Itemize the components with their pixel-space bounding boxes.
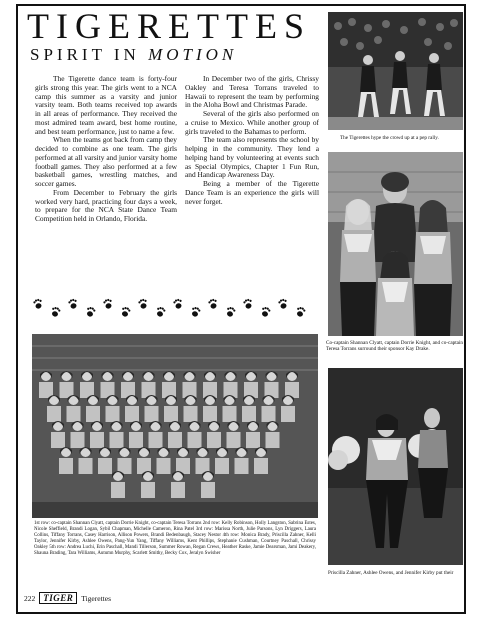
performers-photo bbox=[328, 368, 463, 565]
paw-print-icon bbox=[103, 298, 114, 309]
paw-print-icon bbox=[243, 298, 254, 309]
subtitle-motion: MOTION bbox=[148, 45, 238, 64]
performers-caption: Priscilla Zahner, Ashlee Owens, and Jennifer Kirby put their bbox=[328, 570, 454, 576]
paw-print-border bbox=[30, 296, 315, 320]
yearbook-logo: TIGER bbox=[39, 592, 77, 604]
paw-print-icon bbox=[190, 306, 201, 317]
article-paragraph: The team also represents the school by helping in the community. They lend a helping hand by volunteering at events such as Special Olympics, Chapter 1 Fun Run, and Handicap Awareness Day. bbox=[185, 135, 319, 180]
page-subtitle bbox=[30, 46, 237, 63]
paw-print-icon bbox=[173, 298, 184, 309]
article-paragraph: Being a member of the Tigerette Dance Team is an experience the girls will never forget. bbox=[185, 179, 319, 206]
article-paragraph: When the teams got back from camp they decided to combine as one team. The girls performed at all varsity and junior varsity home football games. They also performed at a few basketball games, wrestling matches, and soccer games. bbox=[35, 135, 177, 188]
paw-print-icon bbox=[33, 298, 44, 309]
paw-print-icon bbox=[138, 298, 149, 309]
group-photo-caption: 1st row: co-captain Shannan Clyatt, captain Dorrie Knight, co-captain Teresa Torrans 2nd row: Kelly Robinson, Holly Langston, Sabrina Estes, Nicole Sheffield, Brandi Logan, Sybil Chapman, Michelle Cameron, Rina Patel 3rd row: Marissa North, Julie Parsons, Lyn Driggers, Laura Collins, Tiffany Torrans, Casey Harrison, Allison Powers, Brandi Bedenbaugh, Stacey Nestor 4th row: Monica Brady, Priscilla Zahner, Kelli Taylor, Jennifer Kirby, Ashlee Owens, Pang-Yun Yang, Tiffany Williams, Kent Phillips, Stephanie Cushman, Courtney Paschall, Chrissy Oakley 5th row: Andrea Luchi, Erin Paschall, Mandi Tillerson, Summer Rowan, Regan Crews, Heather Raske, Jamie Dearsman, Jami Deakery, Shauna Brading, Tara Williams, Autumn Murphy, Scarlett Smithy, Becky Cox, Jeralyn Swisher bbox=[34, 521, 316, 556]
pep-rally-photo bbox=[328, 12, 463, 130]
paw-print-icon bbox=[208, 298, 219, 309]
page-title: TIGERETTES bbox=[27, 6, 311, 46]
captains-photo bbox=[328, 152, 463, 336]
captains-caption: Co-captain Shannan Clyatt, captain Dorrie Knight, and co-captain Teresa Torrans surround their sponsor Kay Drake. bbox=[326, 340, 463, 353]
article-paragraph: Several of the girls also performed on a cruise to Mexico. While another group of girls traveled to the Bahamas to perform. bbox=[185, 109, 319, 136]
paw-print-icon bbox=[120, 306, 131, 317]
paw-print-icon bbox=[50, 306, 61, 317]
paw-print-icon bbox=[278, 298, 289, 309]
paw-print-icon bbox=[260, 306, 271, 317]
paw-print-icon bbox=[68, 298, 79, 309]
pep-rally-caption: The Tigerettes hype the crowd up at a pep rally. bbox=[340, 135, 439, 141]
paw-print-icon bbox=[295, 306, 306, 317]
section-name: Tigerettes bbox=[81, 593, 111, 603]
article-paragraph: In December two of the girls, Chrissy Oakley and Teresa Torrans traveled to Hawaii to represent the team by performing in the Aloha Bowl and Christmas Parade. bbox=[185, 74, 319, 110]
page-footer bbox=[24, 592, 111, 604]
article-column-2 bbox=[185, 75, 319, 206]
article-paragraph: From December to February the girls worked very hard, practicing four days a week, to prepare for the NCA State Dance Team Competition held in Orlando, Florida. bbox=[35, 187, 177, 223]
page-number: 222 bbox=[24, 593, 36, 603]
subtitle-spirit-in: SPIRIT IN bbox=[30, 45, 140, 64]
article-column-1 bbox=[35, 75, 177, 224]
paw-print-icon bbox=[85, 306, 96, 317]
team-group-photo bbox=[32, 334, 318, 518]
article-paragraph: The Tigerette dance team is forty-four girls strong this year. The girls went to a NCA camp this summer as a varsity and junior varsity team. Both teams received top awards in all areas of performance. They received the most admired team award, best home routine, and best team performance, just to name a few. bbox=[35, 74, 177, 136]
paw-print-icon bbox=[155, 306, 166, 317]
paw-print-icon bbox=[225, 306, 236, 317]
